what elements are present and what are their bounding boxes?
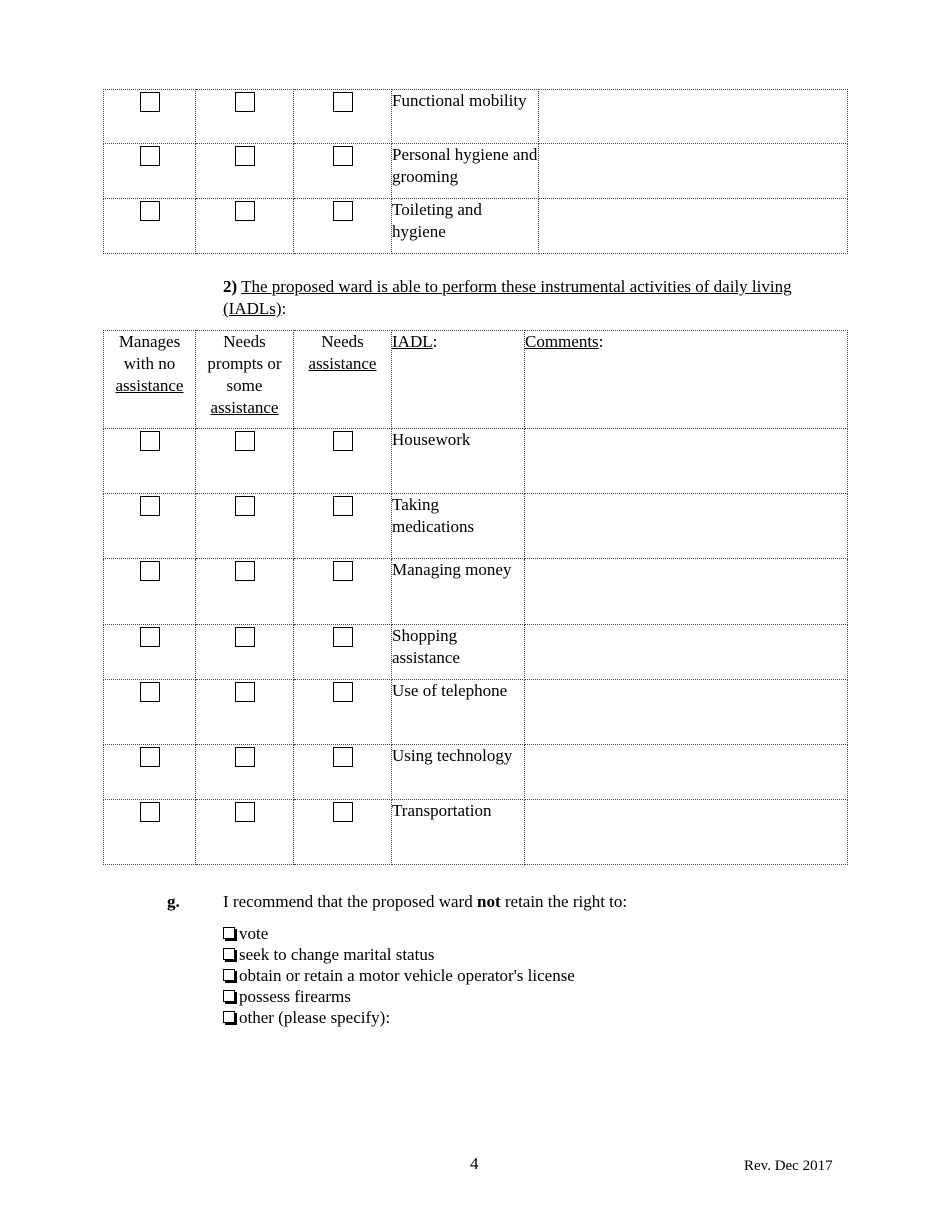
needs-assistance-checkbox[interactable]: [333, 561, 353, 581]
manages-no-assistance-checkbox[interactable]: [140, 201, 160, 221]
needs-prompts-checkbox[interactable]: [235, 802, 255, 822]
section-text: The proposed ward is able to perform these instrumental activities of daily living (IADLs): [223, 277, 792, 318]
manages-no-assistance-checkbox[interactable]: [140, 747, 160, 767]
needs-assistance-checkbox[interactable]: [333, 496, 353, 516]
manages-no-assistance-checkbox[interactable]: [140, 496, 160, 516]
comments-cell[interactable]: [525, 494, 848, 559]
table-row: [104, 144, 848, 199]
manages-no-assistance-checkbox[interactable]: [140, 92, 160, 112]
adl-label: Functional mobility: [392, 90, 539, 144]
manages-no-assistance-checkbox[interactable]: [140, 431, 160, 451]
table-row: [104, 559, 848, 625]
table-row: [104, 90, 848, 144]
needs-prompts-checkbox[interactable]: [235, 747, 255, 767]
needs-prompts-checkbox[interactable]: [235, 496, 255, 516]
needs-assistance-checkbox[interactable]: [333, 747, 353, 767]
comments-cell[interactable]: [525, 680, 848, 745]
needs-assistance-checkbox[interactable]: [333, 146, 353, 166]
table-row: [104, 494, 848, 559]
right-item-vote[interactable]: vote: [223, 923, 575, 944]
needs-prompts-checkbox[interactable]: [235, 627, 255, 647]
col-header-needs-prompts: Needs prompts or some assistance: [196, 331, 294, 429]
needs-prompts-checkbox[interactable]: [235, 561, 255, 581]
table-row: [104, 429, 848, 494]
iadl-label: Taking medications: [392, 494, 525, 559]
comments-cell[interactable]: [539, 90, 848, 144]
rights-list: [223, 923, 575, 1028]
needs-assistance-checkbox[interactable]: [333, 682, 353, 702]
iadl-label: Shopping assistance: [392, 625, 525, 680]
comments-cell[interactable]: [525, 625, 848, 680]
needs-prompts-checkbox[interactable]: [235, 201, 255, 221]
checkbox-icon[interactable]: [223, 927, 235, 939]
table-row: [104, 680, 848, 745]
comments-cell[interactable]: [539, 199, 848, 254]
right-item-marital[interactable]: seek to change marital status: [223, 944, 575, 965]
section-2-heading: [223, 276, 823, 320]
iadl-table: [103, 330, 848, 865]
comments-cell[interactable]: [525, 745, 848, 800]
table-row: [104, 800, 848, 865]
right-item-license[interactable]: obtain or retain a motor vehicle operator's license: [223, 965, 575, 986]
adl-table: [103, 89, 848, 254]
iadl-label: Transportation: [392, 800, 525, 865]
iadl-label: Managing money: [392, 559, 525, 625]
comments-cell[interactable]: [525, 559, 848, 625]
col-header-comments: Comments:: [525, 331, 848, 429]
col-header-needs-assistance: Needs assistance: [294, 331, 392, 429]
adl-label: Personal hygiene and grooming: [392, 144, 539, 199]
comments-cell[interactable]: [539, 144, 848, 199]
iadl-label: Use of telephone: [392, 680, 525, 745]
right-item-other[interactable]: other (please specify):: [223, 1007, 575, 1028]
needs-prompts-checkbox[interactable]: [235, 682, 255, 702]
section-g-letter: g.: [167, 892, 180, 911]
checkbox-icon[interactable]: [223, 990, 235, 1002]
needs-assistance-checkbox[interactable]: [333, 431, 353, 451]
manages-no-assistance-checkbox[interactable]: [140, 802, 160, 822]
checkbox-icon[interactable]: [223, 948, 235, 960]
col-header-iadl: IADL:: [392, 331, 525, 429]
needs-assistance-checkbox[interactable]: [333, 201, 353, 221]
checkbox-icon[interactable]: [223, 1011, 235, 1023]
table-row: [104, 199, 848, 254]
manages-no-assistance-checkbox[interactable]: [140, 146, 160, 166]
section-number: 2): [223, 277, 238, 296]
section-colon: :: [281, 299, 287, 318]
comments-cell[interactable]: [525, 429, 848, 494]
table-row: [104, 745, 848, 800]
iadl-label: Housework: [392, 429, 525, 494]
revision-date: Rev. Dec 2017: [744, 1158, 833, 1174]
manages-no-assistance-checkbox[interactable]: [140, 561, 160, 581]
iadl-label: Using technology: [392, 745, 525, 800]
needs-prompts-checkbox[interactable]: [235, 431, 255, 451]
checkbox-icon[interactable]: [223, 969, 235, 981]
table-header-row: [104, 331, 848, 429]
right-item-firearms[interactable]: possess firearms: [223, 986, 575, 1007]
section-g-text: I recommend that the proposed ward not retain the right to:: [223, 892, 628, 911]
adl-label: Toileting and hygiene: [392, 199, 539, 254]
needs-prompts-checkbox[interactable]: [235, 92, 255, 112]
table-row: [104, 625, 848, 680]
col-header-manages: Manages with no assistance: [104, 331, 196, 429]
page-number: 4: [470, 1154, 479, 1173]
needs-assistance-checkbox[interactable]: [333, 802, 353, 822]
comments-cell[interactable]: [525, 800, 848, 865]
needs-assistance-checkbox[interactable]: [333, 627, 353, 647]
manages-no-assistance-checkbox[interactable]: [140, 627, 160, 647]
manages-no-assistance-checkbox[interactable]: [140, 682, 160, 702]
needs-assistance-checkbox[interactable]: [333, 92, 353, 112]
needs-prompts-checkbox[interactable]: [235, 146, 255, 166]
